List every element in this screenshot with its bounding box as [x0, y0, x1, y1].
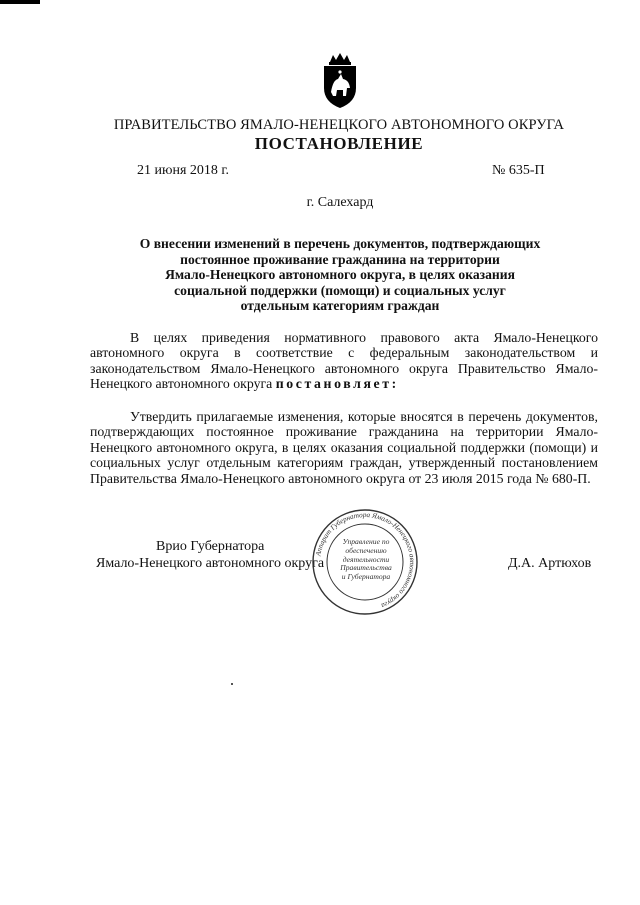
stamp-line: деятельности	[342, 554, 390, 564]
preamble-text: В целях приведения нормативного правового акта Ямало-Ненецкого автономного округа в соответствие с федеральным законодательством и законодательством Ямало-Ненецкого автономного округа Правительство Ямало-Ненецкого автономного округа	[90, 330, 598, 392]
document-number: № 635-П	[492, 163, 545, 178]
stamp-line: обеспечению	[345, 545, 387, 555]
stamp-inner-text	[336, 538, 396, 582]
subject-line: Ямало-Ненецкого автономного округа, в целях оказания	[165, 267, 515, 283]
document-type-title: ПОСТАНОВЛЕНИЕ	[254, 134, 424, 153]
stamp-line: и Губернатора	[341, 572, 391, 582]
document-date: 21 июня 2018 г.	[137, 163, 230, 178]
scan-speck	[231, 683, 233, 685]
signatory-name: Д.А. Артюхов	[508, 556, 592, 571]
resolution-paragraph: Утвердить прилагаемые изменения, которые вносятся в перечень документов, подтверждающих постоянное проживание гражданина на территории Ямало-Ненецкого автономного округа, в целях оказания социальной поддержки (помощи) и социальных услуг отдельным категориям граждан, утвержденный постановлением Правительства Ямало-Ненецкого автономного округа от 23 июля 2015 года № 680-П.	[90, 409, 598, 486]
signatory-position-line2: Ямало-Ненецкого автономного округа	[96, 556, 325, 571]
scan-crop-mark	[0, 0, 40, 4]
resolution-keyword: постановляет:	[275, 376, 399, 392]
subject-line: социальной поддержки (помощи) и социальных услуг	[174, 282, 506, 298]
preamble-paragraph	[90, 330, 598, 392]
stamp-line: Управление по	[342, 537, 390, 546]
stamp-line: Правительства	[340, 563, 392, 573]
signatory-position-line1: Врио Губернатора	[156, 539, 265, 554]
stamp-ring-text: Аппарат Губернатора Ямало-Ненецкого автономного округа	[314, 510, 417, 610]
government-title: ПРАВИТЕЛЬСТВО ЯМАЛО-НЕНЕЦКОГО АВТОНОМНОГО ОКРУГА	[113, 117, 565, 133]
document-city: г. Салехард	[306, 195, 374, 210]
subject-line: постоянное проживание гражданина на территории	[180, 251, 500, 267]
subject-line: О внесении изменений в перечень документов, подтверждающих	[139, 236, 541, 251]
subject-line: отдельным категориям граждан	[240, 298, 440, 314]
document-subject	[100, 236, 580, 314]
coat-of-arms-icon	[320, 52, 360, 110]
